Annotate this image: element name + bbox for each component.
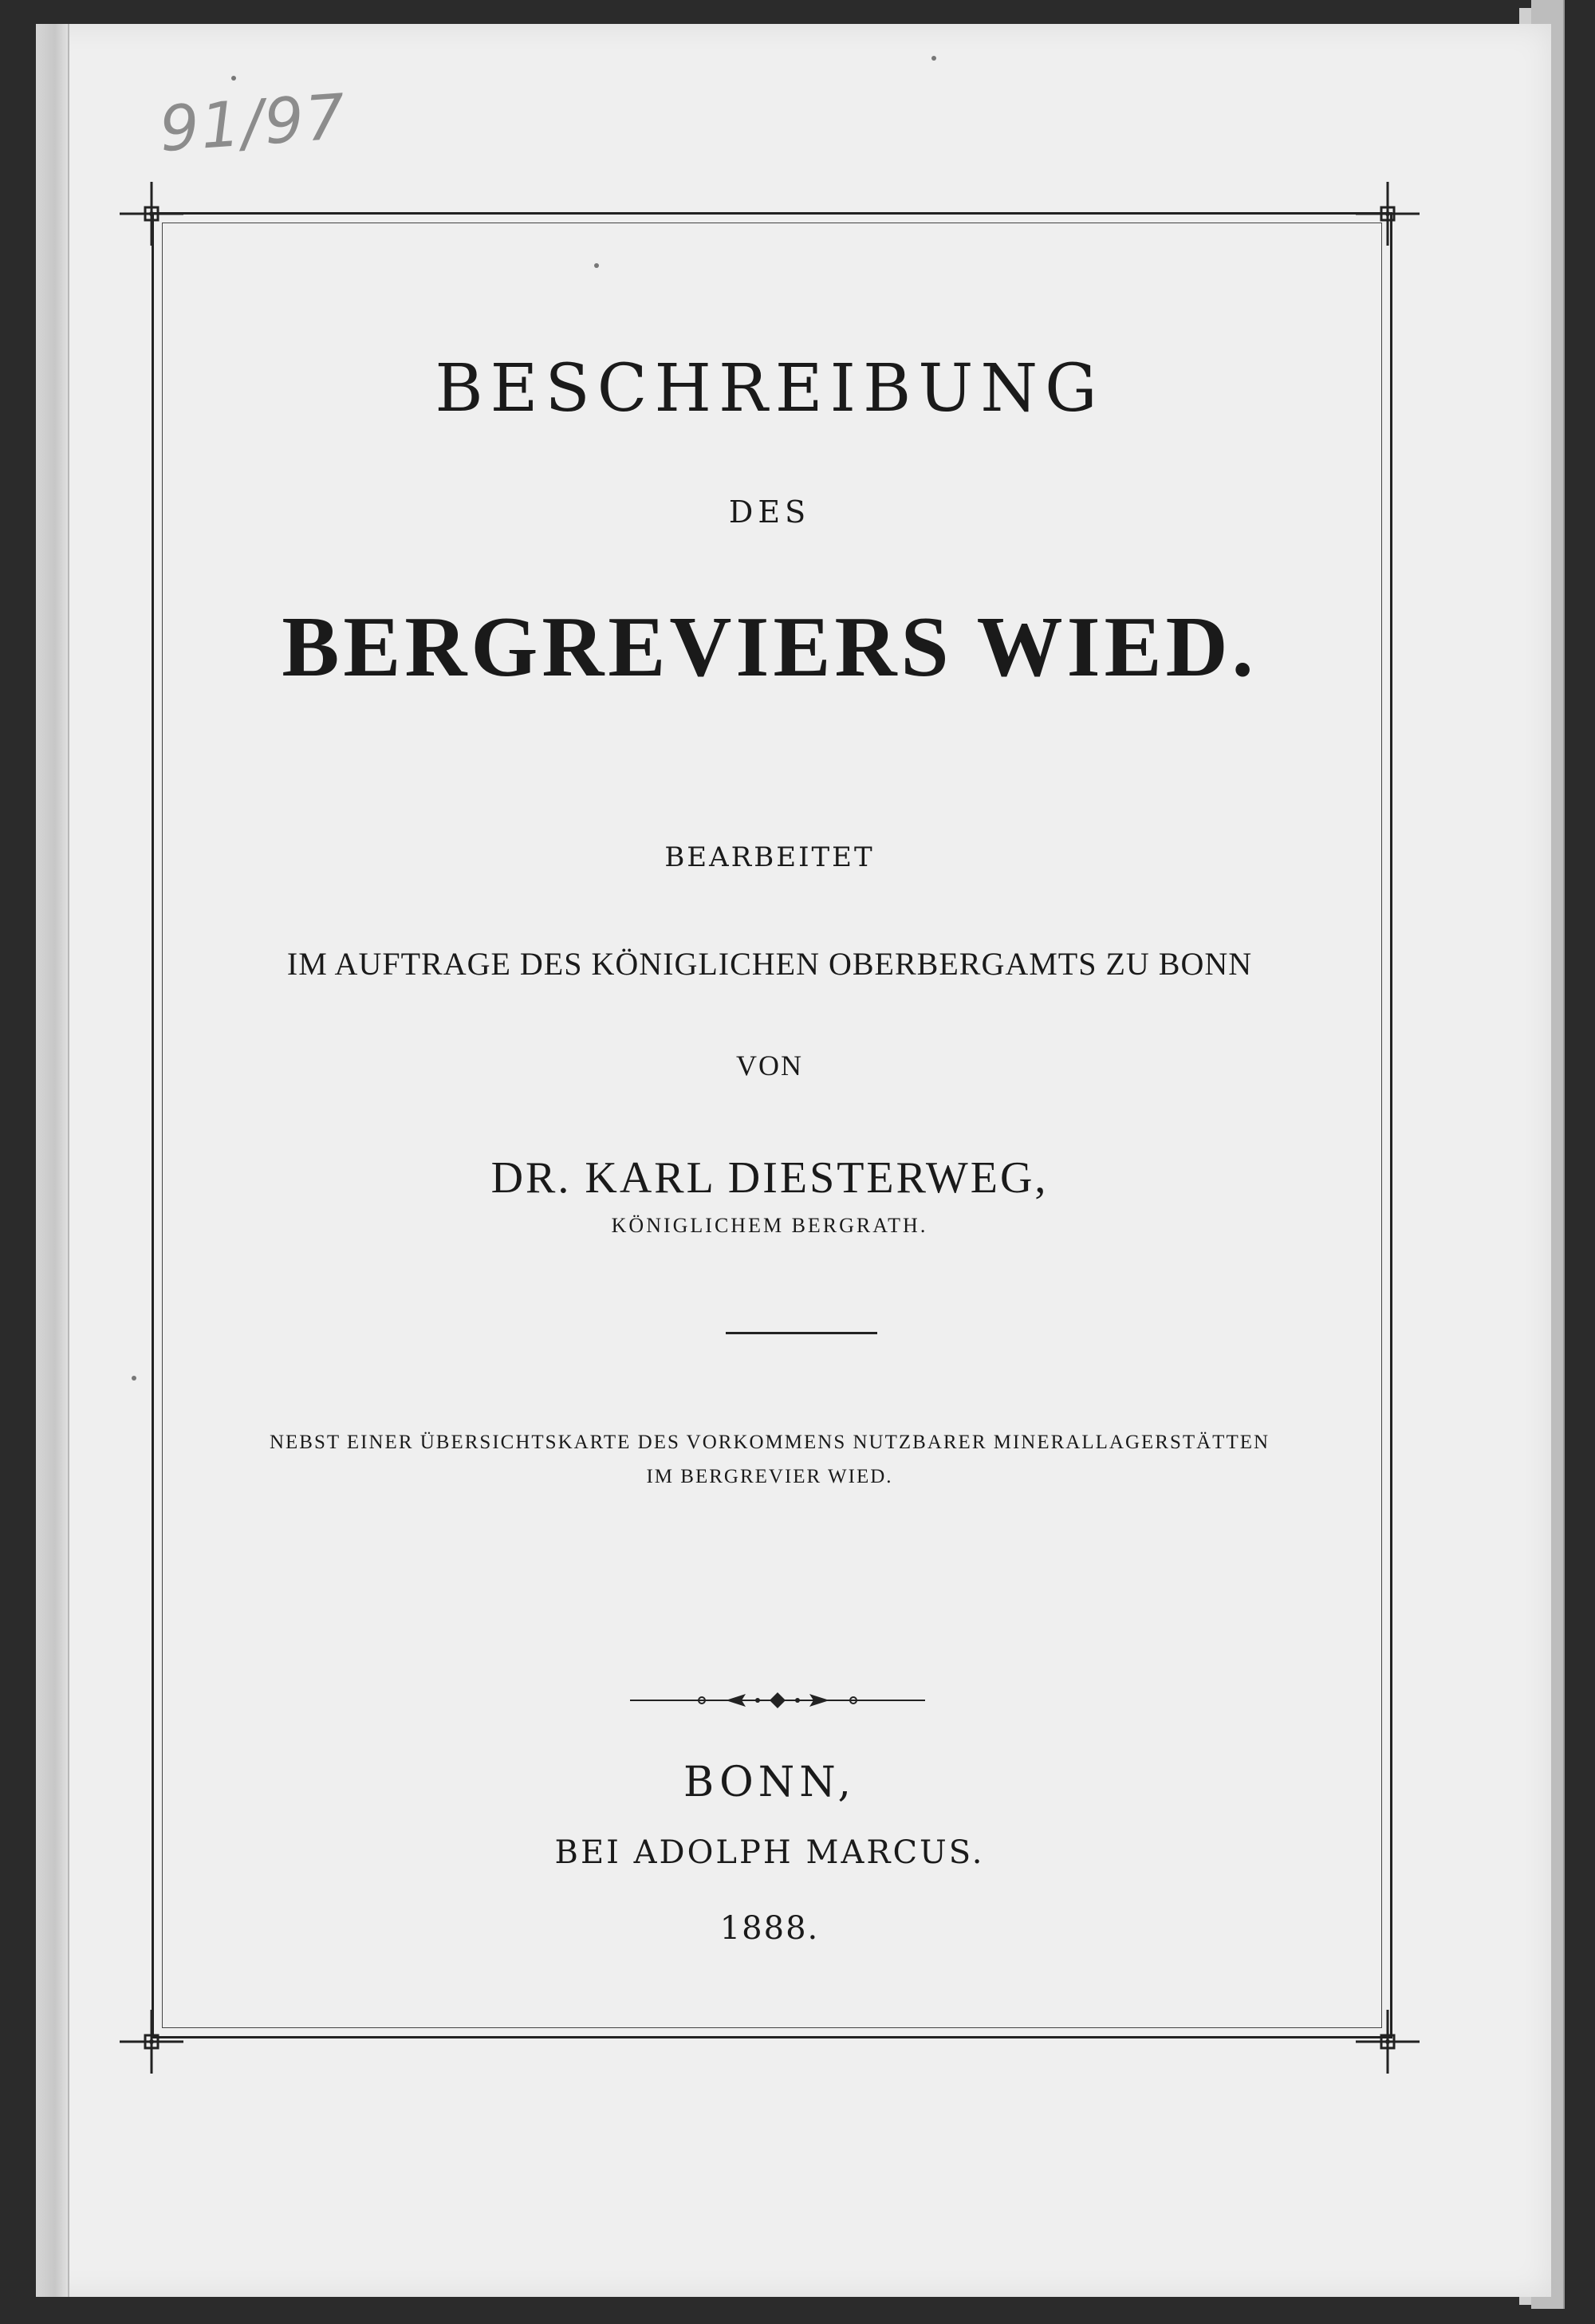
- separator-rule: [726, 1332, 877, 1334]
- vignette-ornament-icon: [630, 1684, 925, 1716]
- title-line-1: BESCHREIBUNG: [435, 351, 1105, 427]
- title-line-2: DES: [728, 494, 811, 530]
- corner-ornament-icon: [1356, 182, 1420, 246]
- supplement-line-2: IM BERGREVIER WIED.: [646, 1466, 893, 1487]
- author-name: DR. KARL DIESTERWEG,: [490, 1153, 1049, 1203]
- corner-ornament-icon: [1356, 2010, 1420, 2074]
- handwritten-shelfmark: 91/97: [157, 81, 349, 167]
- supplement-line-1: NEBST EINER ÜBERSICHTSKARTE DES VORKOMMENS NUTZBARER MINERALLAGERSTÄTTEN: [269, 1432, 1270, 1453]
- imprint-year: 1888.: [719, 1910, 820, 1947]
- paper-speck: [594, 263, 599, 268]
- corner-ornament-icon: [120, 182, 183, 246]
- corner-ornament-icon: [120, 2010, 183, 2074]
- title-line-3: BERGREVIERS WIED.: [282, 600, 1258, 695]
- paper-speck: [931, 56, 936, 61]
- author-title: KÖNIGLICHEM BERGRATH.: [611, 1214, 928, 1237]
- book-spine: [36, 24, 69, 2297]
- bearbeitet-label: BEARBEITET: [664, 841, 875, 873]
- imprint-publisher: BEI ADOLPH MARCUS.: [554, 1834, 985, 1871]
- paper-speck: [132, 1376, 136, 1381]
- commission-line: IM AUFTRAGE DES KÖNIGLICHEN OBERBERGAMTS ZU BONN: [286, 946, 1253, 982]
- decorative-border-inner: [162, 223, 1382, 2028]
- von-label: VON: [736, 1050, 803, 1081]
- paper-speck: [231, 76, 236, 81]
- imprint-place: BONN,: [683, 1759, 856, 1806]
